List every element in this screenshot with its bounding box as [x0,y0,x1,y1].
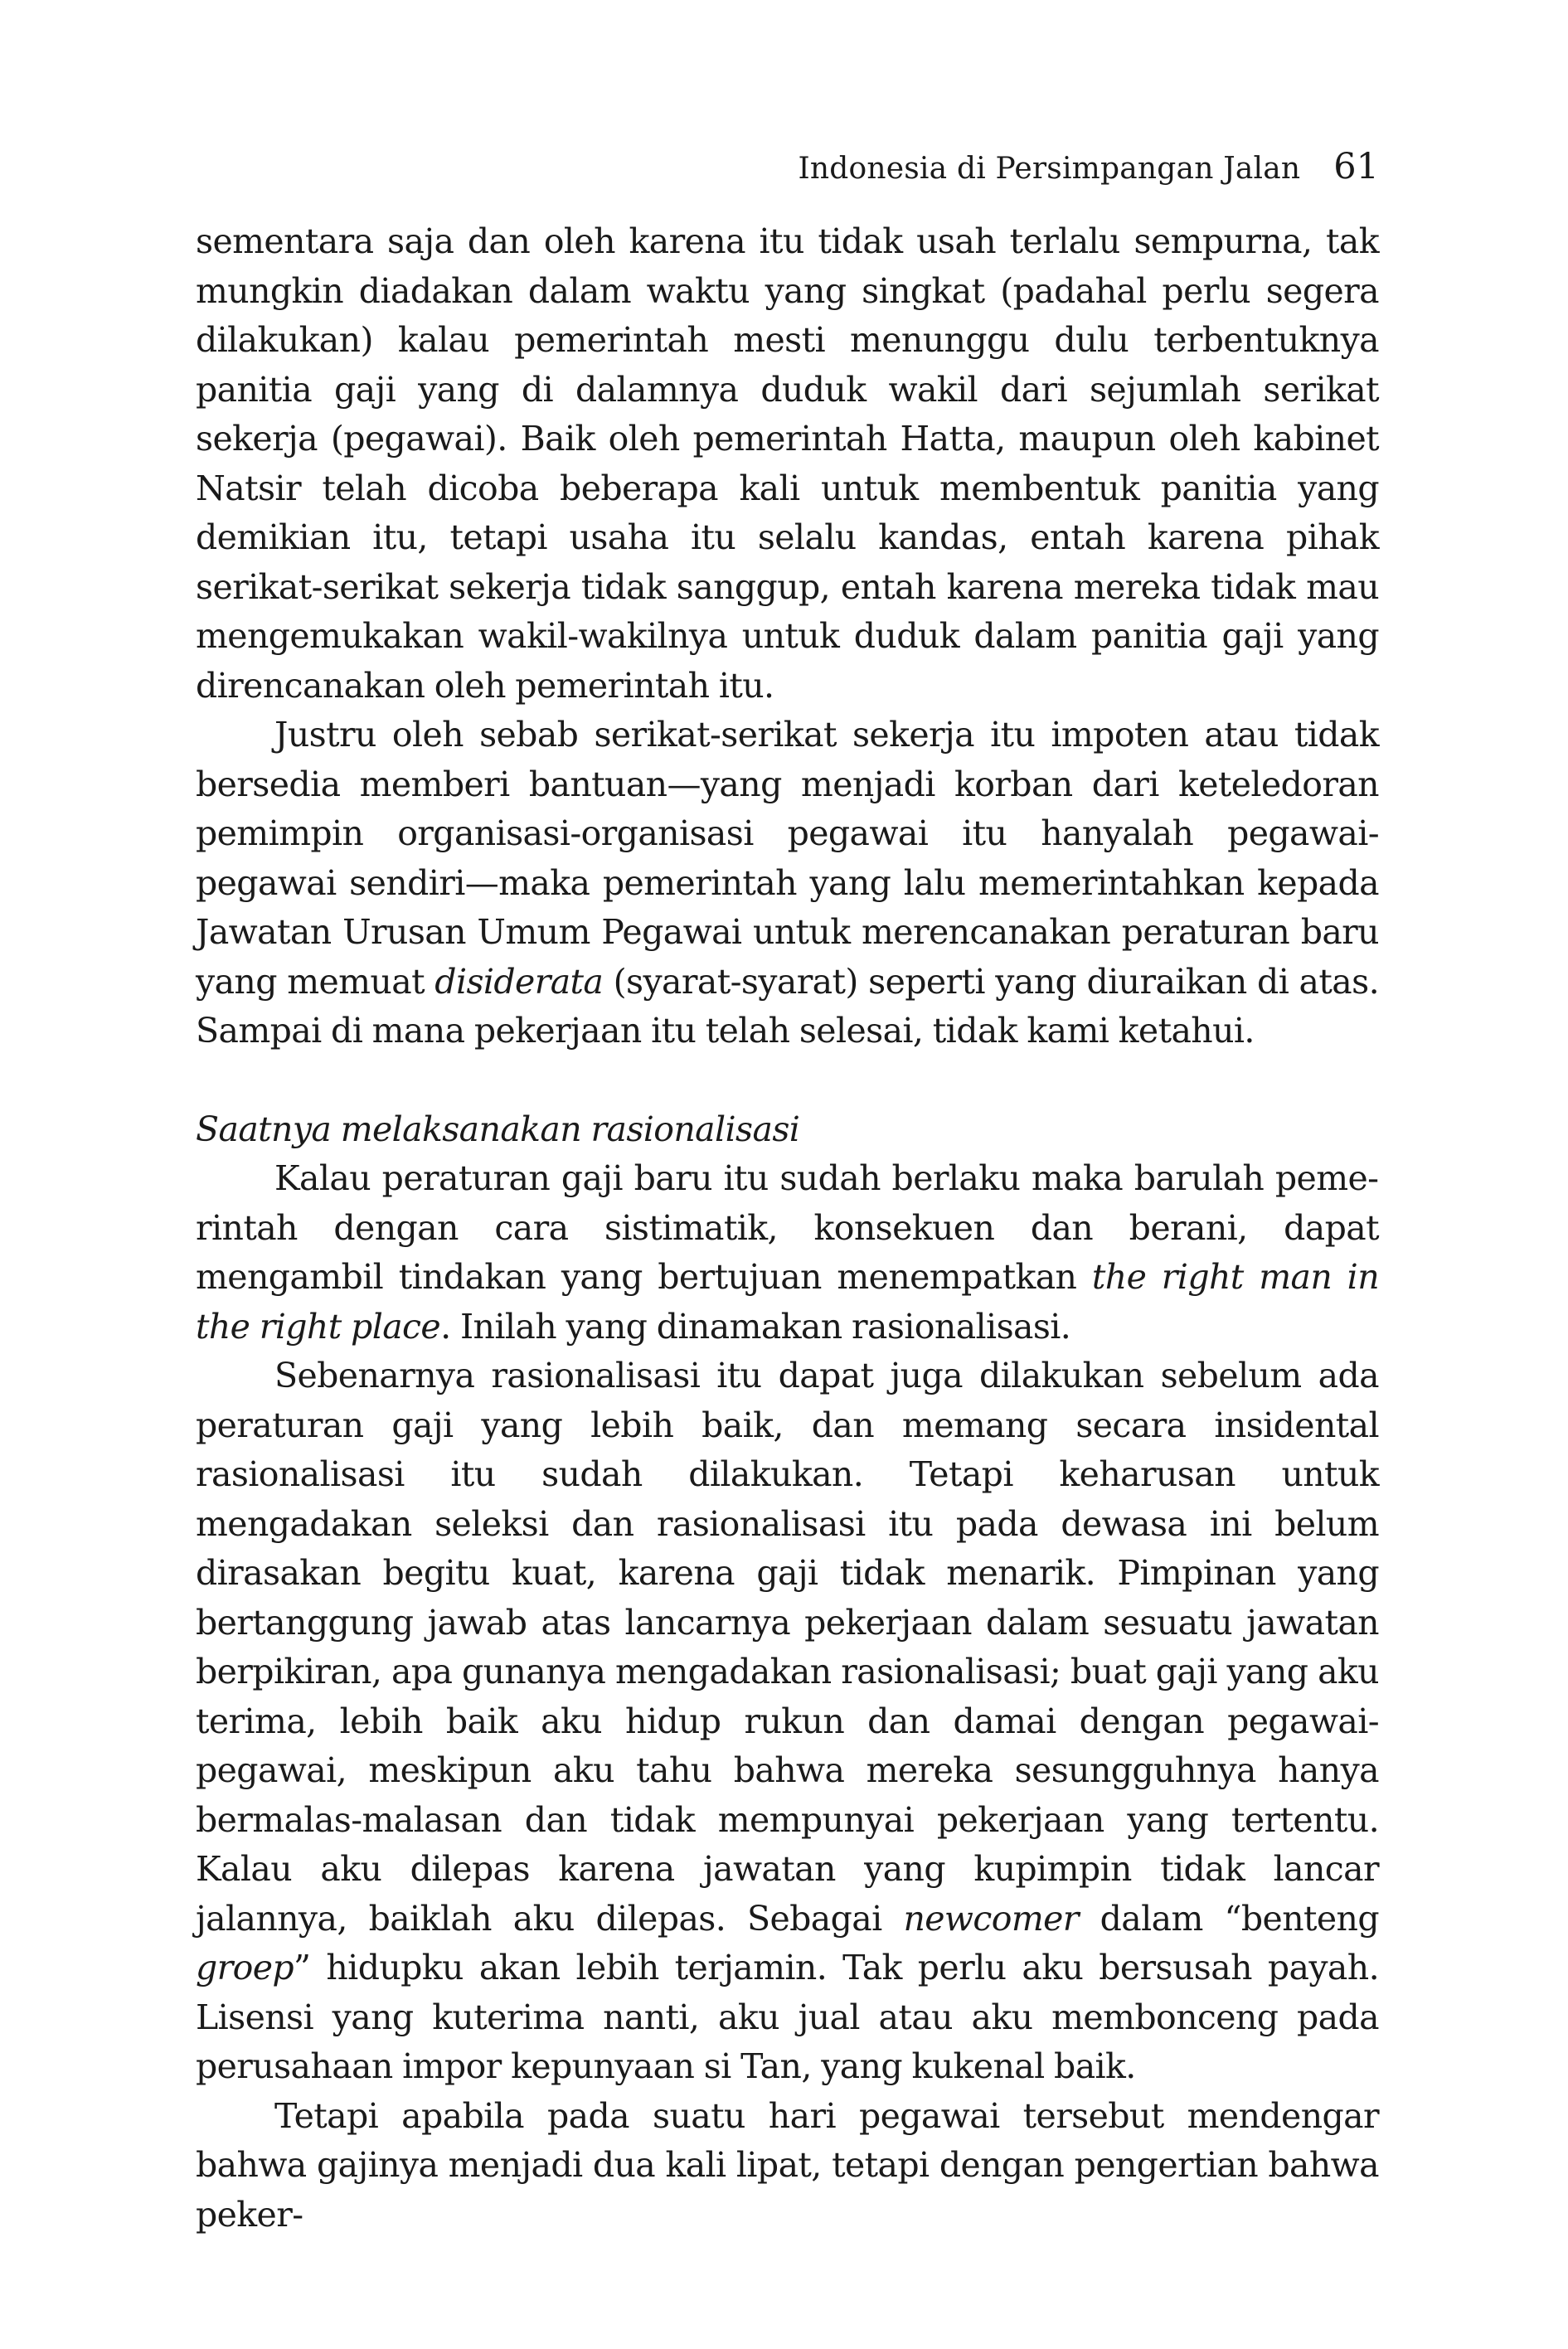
paragraph-2 [196,711,1379,1056]
paragraph-2-text-a: Justru oleh sebab serikat-serikat sekerja itu impoten atau tidak bersedia memberi bantuan—yang menjadi korban dari keteledoran pemimpin organisasi-organisasi pegawai itu hanyalah pegawai-pegawai sendiri—maka pemerintah yang lalu memerintahkan kepada Jawatan Urusan Umum Pegawai untuk merencanakan peraturan baru yang memuat [196,715,1379,1002]
paragraph-4-italic-1: newcomer [903,1898,1079,1939]
paragraph-4-text-a: Sebenarnya rasionalisasi itu dapat juga dilakukan sebelum ada peraturan gaji yang lebih baik, dan memang secara insidental rasionalisasi itu sudah dilakukan. Tetapi keharusan untuk mengadakan seleksi dan rasionalisasi itu pada dewasa ini belum dirasakan begitu kuat, karena gaji tidak menarik. Pimpinan yang bertanggung jawab atas lancarnya pekerjaan dalam sesuatu jawatan berpikiran, apa gunanya mengadakan rasionalisasi; buat gaji yang aku terima, lebih baik aku hidup rukun dan damai dengan pegawai-pegawai, meskipun aku tahu bahwa mereka sesungguhnya hanya bermalas-malasan dan tidak mempunyai pekerjaan yang tertentu. Kalau aku dilepas karena jawatan yang kupimpin tidak lancar jalannya, baiklah aku dilepas. Sebagai [196,1356,1379,1939]
running-head [196,146,1379,187]
paragraph-3-italic: the right man in the right place [196,1257,1379,1347]
paragraph-5 [196,2092,1379,2240]
running-title: Indonesia di Persimpangan Jalan [798,152,1301,186]
body-text [196,217,1379,2240]
paragraph-2-italic: disiderata [434,961,604,1002]
paragraph-4-text-c: ” hidupku akan lebih terjamin. Tak perlu aku bersusah payah. Lisensi yang kuterima nanti, aku jual atau aku membonceng pada perusahaan impor kepunyaan si Tan, yang kukenal baik. [196,1948,1379,2086]
paragraph-4 [196,1352,1379,2092]
page-number: 61 [1333,146,1379,187]
paragraph-1-text: sementara saja dan oleh karena itu tidak usah terlalu sempurna, tak mungkin diadakan dalam waktu yang singkat (padahal perlu segera dilakukan) kalau pemerintah mesti menunggu dulu terbentuknya panitia gaji yang di dalamnya duduk wakil dari sejumlah serikat sekerja (pegawai). Baik oleh pemerintah Hatta, maupun oleh kabinet Natsir telah dicoba beberapa kali untuk membentuk panitia yang demikian itu, tetapi usaha itu selalu kandas, entah karena pihak serikat-serikat sekerja tidak sanggup, entah karena mereka tidak mau mengemukakan wakil-wakilnya untuk duduk dalam panitia gaji yang direncanakan oleh pemerintah itu. [196,221,1379,706]
paragraph-4-italic-2: groep [196,1948,294,1987]
paragraph-4-text-b: dalam “benteng [1078,1898,1379,1939]
paragraph-3-text-b: . Inilah yang dinamakan rasionalisasi. [440,1306,1071,1347]
section-heading: Saatnya melaksanakan rasionalisasi [196,1109,800,1149]
paragraph-3-text-a: Kalau peraturan gaji baru itu sudah berlaku maka barulah pemerintah dengan cara sistimatik, konsekuen dan berani, dapat mengambil tindakan yang bertujuan menempatkan [196,1158,1379,1297]
paragraph-2-text-b: (syarat-syarat) seperti yang diuraikan di atas. Sampai di mana pekerjaan itu telah selesai, tidak kami ketahui. [196,961,1379,1051]
paragraph-5-text: Tetapi apabila pada suatu hari pegawai tersebut mendengar bahwa gajinya menjadi dua kali lipat, tetapi dengan pengertian bahwa peker- [196,2095,1379,2235]
paragraph-1 [196,217,1379,711]
paragraph-3 [196,1154,1379,1352]
